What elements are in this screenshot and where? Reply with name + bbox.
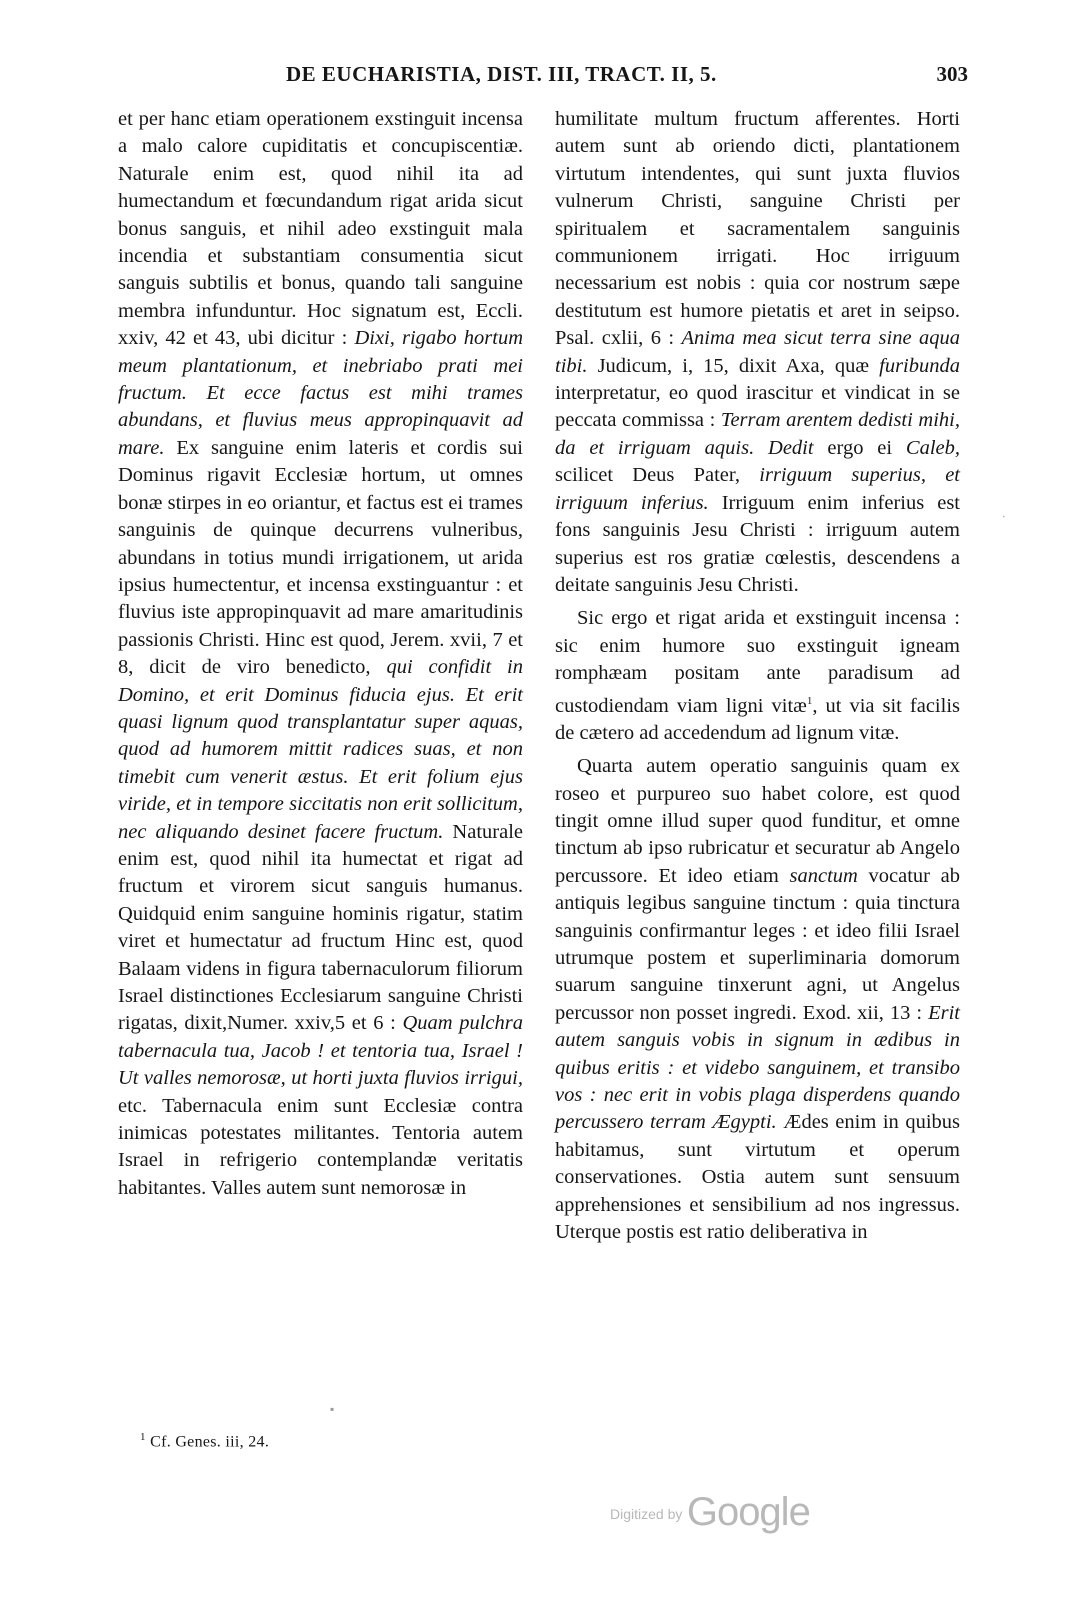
running-head xyxy=(118,62,968,92)
paragraph xyxy=(555,605,960,747)
running-title: DE EUCHARISTIA, DIST. III, TRACT. II, 5. xyxy=(286,62,717,86)
digitization-watermark xyxy=(610,1490,810,1535)
text-column-right xyxy=(555,106,960,1246)
italic-quotation: Terram arentem dedisti mihi, da et irriguam aquis. Dedit xyxy=(555,409,960,459)
text-run: ergo ei xyxy=(813,436,906,459)
footnote-reference: 1 xyxy=(806,694,813,707)
text-run: interpretatur, eo quod irascitur et vindicat in se peccata commissa : xyxy=(555,382,960,432)
text-run: humilitate multum fructum afferentes. Horti autem sunt ab oriendo dicti, plantationem virtutum intendentes, qui sunt juxta fluvios vulnerum Christi, sanguine Christi per spiritualem et sacramentalem sanguinis communionem irrigati. Hoc irriguum necessarium est nobis : quia cor nostrum sæpe destitutum est humore pietatis et aret in seipso. Psal. cxlii, 6 : xyxy=(555,108,960,350)
text-run: vocatur ab antiquis legibus sanguine tinctum : quia tinctura sanguinis confirmantur leges : et ideo filii Israel utrumque postem et superliminaria domorum suarum sanguine tinxerunt agni, ut Angelus percussor non posset ingredi. Exod. xii, 13 : xyxy=(555,864,961,1024)
footnote xyxy=(140,1431,269,1451)
text-run: et per hanc etiam operationem exstinguit incensa a malo calore cupiditatis et concupiscentiæ. Naturale enim est, quod nihil ita ad humectandum et fœcundandum rigat arida sicut bonus sanguis, et nihil adeo exstinguit mala incendia et substantiam consumentia sicut sanguis subtilis et bonus, quando tali sanguine membra infunduntur. Hoc signatum est, Eccli. xxiv, 42 et 43, ubi dicitur : xyxy=(118,108,523,350)
margin-mark: ᐧ xyxy=(1002,510,1006,524)
text-run: Quarta autem operatio sanguinis quam ex roseo et purpureo suo habet colore, est quod tingit omne illud super quod funditur, et omne tinctum ab ipso rubricatur et securatur ab Angelo percussore. Et ideo etiam xyxy=(555,755,960,887)
italic-quotation: Caleb, xyxy=(905,436,960,459)
google-logo: Google xyxy=(686,1490,810,1534)
italic-quotation: Anima mea sicut terra sine aqua tibi. xyxy=(555,327,960,377)
italic-quotation: qui confidit in Domino, et erit Dominus fiducia ejus. Et erit quasi lignum quod transplantatur super aquas, quod ad humorem mittit radices suas, et non timebit cum venerit æstus. Et erit folium ejus viride, et in tempore siccitatis non erit sollicitum, nec aliquando desinet facere fructum. xyxy=(118,656,523,843)
text-run: Irriguum enim inferius est fons sanguinis Jesu Christi : irriguum autem superius est ros gratiæ cœlestis, descendens a deitate sanguinis Jesu Christi. xyxy=(555,491,960,596)
footnote-marker: 1 xyxy=(140,1431,146,1443)
footnote-text: Cf. Genes. iii, 24. xyxy=(150,1433,270,1451)
italic-quotation: sanctum xyxy=(789,864,858,887)
italic-quotation: furibunda xyxy=(879,354,960,377)
italic-quotation: Quam pulchra tabernacula tua, Jacob ! et tentoria tua, Israel ! Ut valles nemorosæ, ut horti juxta fluvios irrigui, xyxy=(118,1012,523,1090)
paragraph xyxy=(555,106,960,599)
watermark-prefix: Digitized by xyxy=(610,1506,683,1522)
paragraph xyxy=(118,106,523,1202)
page-number: 303 xyxy=(936,62,968,86)
text-run: etc. Tabernacula enim sunt Ecclesiæ contra inimicas potestates militantes. Tentoria autem Israel in refrigerio contemplandæ veritatis habitantes. Valles autem sunt nemorosæ in xyxy=(118,1094,523,1199)
italic-quotation: irriguum superius, et irriguum inferius. xyxy=(555,464,960,514)
text-run: Sic ergo et rigat arida et exstinguit incensa : sic enim humore suo exstinguit igneam romphæam positam ante paradisum ad custodiendam viam ligni vitæ xyxy=(555,607,960,717)
italic-quotation: Erit autem sanguis vobis in signum in ædibus in quibus eritis : et videbo sanguinem, et transibo vos : nec erit in vobis plaga disperdens quando percussero terram Ægypti. xyxy=(555,1001,960,1134)
italic-quotation: Dixi, rigabo hortum meum plantationum, et inebriabo prati mei fructum. Et ecce factus est mihi trames abundans, et fluvius meus appropinquavit ad mare. xyxy=(118,327,524,459)
text-column-left xyxy=(118,106,523,1202)
text-run: Ex sanguine enim lateris et cordis sui Dominus rigavit Ecclesiæ hortum, ut omnes bonæ stirpes in eo oriantur, et factus est ei trames sanguinis de quinque decurrens vulneribus, abundans in totius mundi irrigationem, ut arida ipsius humectentur, et incensa exstinguantur : et fluvius iste appropinquavit ad mare amaritudinis passionis Christi. Hinc est quod, Jerem. xvii, 7 et 8, dicit de viro benedicto, xyxy=(118,436,523,679)
text-run: Naturale enim est, quod nihil ita humectat et rigat ad fructum et virorem sicut sanguis humanus. Quidquid enim sanguine hominis rigatur, statim viret et humectatur ad fructum Hinc est, quod Balaam videns in figura tabernaculorum filiorum Israel distinctiones Ecclesiarum sanguine Christi rigatas, dixit,Numer. xxiv,5 et 6 : xyxy=(118,820,523,1035)
text-run: , ut via sit facilis de cætero ad accedendum ad lignum vitæ. xyxy=(555,694,960,744)
text-run: Judicum, i, 15, dixit Axa, quæ xyxy=(587,354,880,377)
text-run: Ædes enim in quibus habitamus, sunt virtutum et operum conservationes. Ostia autem sunt sensuum apprehensiones et sensibilium ad nos ingressus. Uterque postis est ratio deliberativa in xyxy=(555,1111,960,1244)
paragraph xyxy=(555,753,960,1246)
text-run: scilicet Deus Pater, xyxy=(555,464,760,487)
margin-mark: ▪ xyxy=(330,1402,335,1416)
